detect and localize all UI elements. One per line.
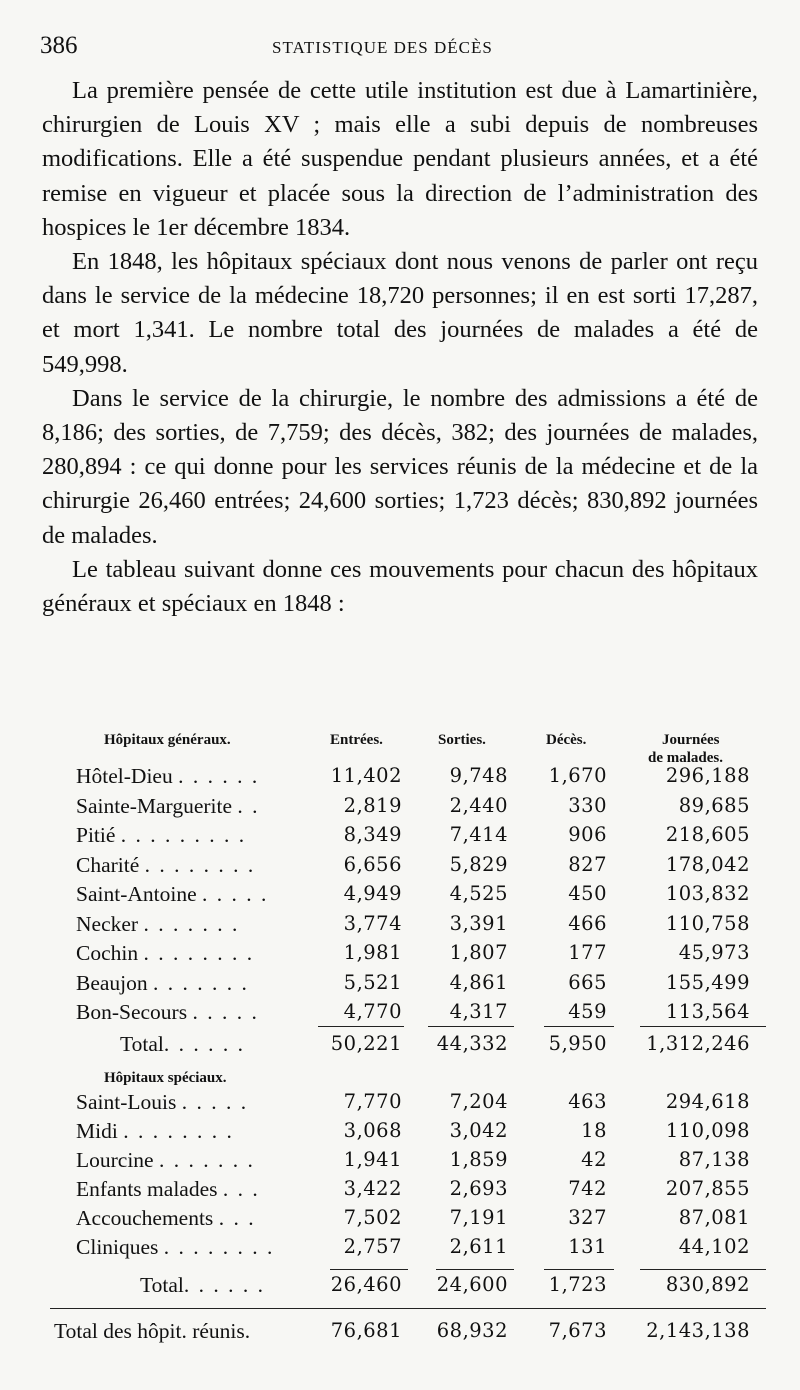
entrees-value: 26,460 bbox=[330, 1273, 402, 1296]
column-header-hospitals: Hôpitaux généraux. bbox=[104, 732, 231, 748]
deces-value: 827 bbox=[568, 852, 607, 876]
deces-value: 18 bbox=[581, 1119, 607, 1142]
paragraph: Le tableau suivant donne ces mouvements pour chacun des hôpitaux généraux et spéciaux en 1848 : bbox=[42, 555, 758, 618]
total-rule bbox=[428, 1026, 514, 1027]
entrees-value: 1,941 bbox=[343, 1148, 402, 1171]
row-label: Accouchements . . . bbox=[76, 1206, 256, 1230]
sorties-value: 7,191 bbox=[449, 1206, 508, 1229]
journees-value: 155,499 bbox=[665, 970, 750, 994]
journees-value: 113,564 bbox=[665, 1000, 750, 1023]
running-head: STATISTIQUE DES DÉCÈS bbox=[272, 38, 493, 57]
table-row bbox=[0, 941, 800, 971]
grand-total-row bbox=[0, 1319, 800, 1349]
deces-value: 450 bbox=[568, 882, 607, 905]
sorties-value: 1,807 bbox=[449, 941, 508, 964]
special-hospitals-heading: Hôpitaux spéciaux. bbox=[104, 1070, 227, 1086]
deces-value: 463 bbox=[568, 1090, 607, 1113]
journees-value: 296,188 bbox=[665, 764, 750, 787]
table-row bbox=[0, 794, 800, 824]
sorties-value: 24,600 bbox=[436, 1273, 508, 1296]
row-label: Total. . . . . . bbox=[120, 1032, 245, 1056]
deces-value: 42 bbox=[581, 1148, 607, 1171]
sorties-value: 9,748 bbox=[449, 764, 508, 787]
entrees-value: 2,819 bbox=[343, 793, 402, 817]
column-header-journees: Journées bbox=[662, 732, 720, 748]
entrees-value: 7,502 bbox=[343, 1206, 402, 1229]
sorties-value: 7,204 bbox=[449, 1090, 508, 1113]
total-rule bbox=[436, 1269, 514, 1270]
deces-value: 177 bbox=[568, 941, 607, 964]
table-row bbox=[0, 764, 800, 794]
journees-value: 45,973 bbox=[678, 941, 750, 964]
sorties-value: 2,440 bbox=[449, 793, 508, 817]
grand-total-rule bbox=[50, 1308, 766, 1309]
column-header-entrees: Entrées. bbox=[330, 732, 383, 748]
total-rule bbox=[330, 1269, 408, 1270]
row-label: Saint-Louis . . . . . bbox=[76, 1090, 249, 1114]
body-text bbox=[42, 74, 758, 621]
journees-value: 103,832 bbox=[665, 882, 750, 905]
journees-value: 2,143,138 bbox=[646, 1319, 750, 1342]
total-rule bbox=[544, 1026, 614, 1027]
row-label: Cliniques . . . . . . . . bbox=[76, 1235, 275, 1259]
deces-value: 327 bbox=[568, 1206, 607, 1229]
row-label: Hôtel-Dieu . . . . . . bbox=[76, 764, 260, 788]
entrees-value: 50,221 bbox=[330, 1032, 402, 1055]
journees-value: 87,081 bbox=[678, 1206, 750, 1229]
journees-value: 1,312,246 bbox=[646, 1032, 750, 1055]
deces-value: 5,950 bbox=[548, 1032, 607, 1055]
row-label: Bon-Secours . . . . . bbox=[76, 1000, 259, 1024]
paragraph: En 1848, les hôpitaux spéciaux dont nous venons de parler ont reçu dans le service de la médecine 18,720 personnes; il en est sorti 17,287, et mort 1,341. Le nombre total des journées de malades a été de 549,998. bbox=[42, 248, 758, 378]
entrees-value: 1,981 bbox=[343, 941, 402, 964]
journees-value: 110,758 bbox=[665, 911, 750, 935]
sorties-value: 2,611 bbox=[449, 1235, 508, 1258]
entrees-value: 3,774 bbox=[343, 911, 402, 935]
table-row bbox=[0, 823, 800, 853]
sorties-value: 7,414 bbox=[449, 823, 508, 846]
total-rule bbox=[640, 1026, 766, 1027]
deces-value: 665 bbox=[568, 970, 607, 994]
entrees-value: 4,770 bbox=[343, 1000, 402, 1023]
table-row bbox=[0, 1119, 800, 1149]
deces-value: 7,673 bbox=[548, 1319, 607, 1342]
table-row bbox=[0, 853, 800, 883]
sorties-value: 3,042 bbox=[449, 1119, 508, 1142]
deces-value: 742 bbox=[568, 1177, 607, 1200]
entrees-value: 3,422 bbox=[343, 1177, 402, 1200]
special-total-row bbox=[0, 1273, 800, 1303]
deces-value: 906 bbox=[568, 823, 607, 846]
sorties-value: 68,932 bbox=[436, 1319, 508, 1342]
row-label: Sainte-Marguerite . . bbox=[76, 793, 260, 818]
entrees-value: 5,521 bbox=[343, 970, 402, 994]
paragraph: Dans le service de la chirurgie, le nombre des admissions a été de 8,186; des sorties, de 7,759; des décès, 382; des journées de malades, 280,894 : ce qui donne pour les services réunis de la médecine et de la chirurgie 26,460 entrées; 24,600 sorties; 1,723 décès; 830,892 journées de malades. bbox=[42, 384, 758, 549]
deces-value: 131 bbox=[568, 1235, 607, 1258]
table-row bbox=[0, 912, 800, 942]
row-label: Beaujon . . . . . . . bbox=[76, 970, 249, 995]
entrees-value: 11,402 bbox=[330, 764, 402, 787]
journees-value: 178,042 bbox=[665, 852, 750, 876]
sorties-value: 3,391 bbox=[449, 911, 508, 935]
sorties-value: 44,332 bbox=[436, 1032, 508, 1055]
row-label: Charité . . . . . . . . bbox=[76, 852, 256, 877]
table-row bbox=[0, 971, 800, 1001]
deces-value: 330 bbox=[568, 793, 607, 817]
entrees-value: 8,349 bbox=[343, 823, 402, 846]
row-label: Total des hôpit. réunis. bbox=[54, 1319, 251, 1343]
table-row bbox=[0, 882, 800, 912]
page-number: 386 bbox=[40, 32, 78, 59]
row-label: Saint-Antoine . . . . . bbox=[76, 882, 269, 906]
journees-value: 89,685 bbox=[678, 793, 750, 817]
total-rule bbox=[544, 1269, 614, 1270]
sorties-value: 2,693 bbox=[449, 1177, 508, 1200]
entrees-value: 76,681 bbox=[330, 1319, 402, 1342]
row-label: Pitié . . . . . . . . . bbox=[76, 823, 247, 847]
deces-value: 1,670 bbox=[548, 764, 607, 787]
total-rule bbox=[318, 1026, 404, 1027]
sorties-value: 5,829 bbox=[449, 852, 508, 876]
journees-value: 294,618 bbox=[665, 1090, 750, 1113]
row-label: Necker . . . . . . . bbox=[76, 911, 240, 936]
entrees-value: 6,656 bbox=[343, 852, 402, 876]
entrees-value: 7,770 bbox=[343, 1090, 402, 1113]
sorties-value: 4,861 bbox=[449, 970, 508, 994]
journees-value: 207,855 bbox=[665, 1177, 750, 1200]
sorties-value: 1,859 bbox=[449, 1148, 508, 1171]
row-label: Cochin . . . . . . . . bbox=[76, 941, 255, 965]
table-row bbox=[0, 1206, 800, 1236]
special-section-label bbox=[0, 1070, 800, 1090]
sorties-value: 4,525 bbox=[449, 882, 508, 905]
deces-value: 466 bbox=[568, 911, 607, 935]
table-row bbox=[0, 1148, 800, 1178]
entrees-value: 2,757 bbox=[343, 1235, 402, 1258]
total-rule bbox=[640, 1269, 766, 1270]
row-label: Lourcine . . . . . . . bbox=[76, 1148, 255, 1172]
column-header-journees-sub: de malades. bbox=[648, 750, 723, 766]
page-header bbox=[40, 32, 760, 64]
journees-value: 218,605 bbox=[665, 823, 750, 846]
column-header-sorties: Sorties. bbox=[438, 732, 486, 748]
journees-value: 830,892 bbox=[665, 1273, 750, 1296]
table-row bbox=[0, 1235, 800, 1265]
journees-value: 44,102 bbox=[678, 1235, 750, 1258]
journees-value: 87,138 bbox=[678, 1148, 750, 1171]
entrees-value: 4,949 bbox=[343, 882, 402, 905]
row-label: Midi . . . . . . . . bbox=[76, 1119, 234, 1143]
deces-value: 459 bbox=[568, 1000, 607, 1023]
table-row bbox=[0, 1177, 800, 1207]
deces-value: 1,723 bbox=[548, 1273, 607, 1296]
row-label: Enfants malades . . . bbox=[76, 1177, 260, 1201]
paragraph: La première pensée de cette utile institution est due à Lamartinière, chirurgien de Louis XV ; mais elle a subi depuis de nombreuses modifications. Elle a été suspendue pendant plusieurs années, et a été remise en vigueur et placée sous la direction de l’administration des hospices le 1er décembre 1834. bbox=[42, 77, 758, 241]
entrees-value: 3,068 bbox=[343, 1119, 402, 1142]
table-row bbox=[0, 1090, 800, 1120]
journees-value: 110,098 bbox=[665, 1119, 750, 1142]
row-label: Total. . . . . . bbox=[140, 1273, 265, 1297]
general-total-row bbox=[0, 1032, 800, 1062]
column-header-deces: Décès. bbox=[546, 732, 587, 748]
sorties-value: 4,317 bbox=[449, 1000, 508, 1023]
